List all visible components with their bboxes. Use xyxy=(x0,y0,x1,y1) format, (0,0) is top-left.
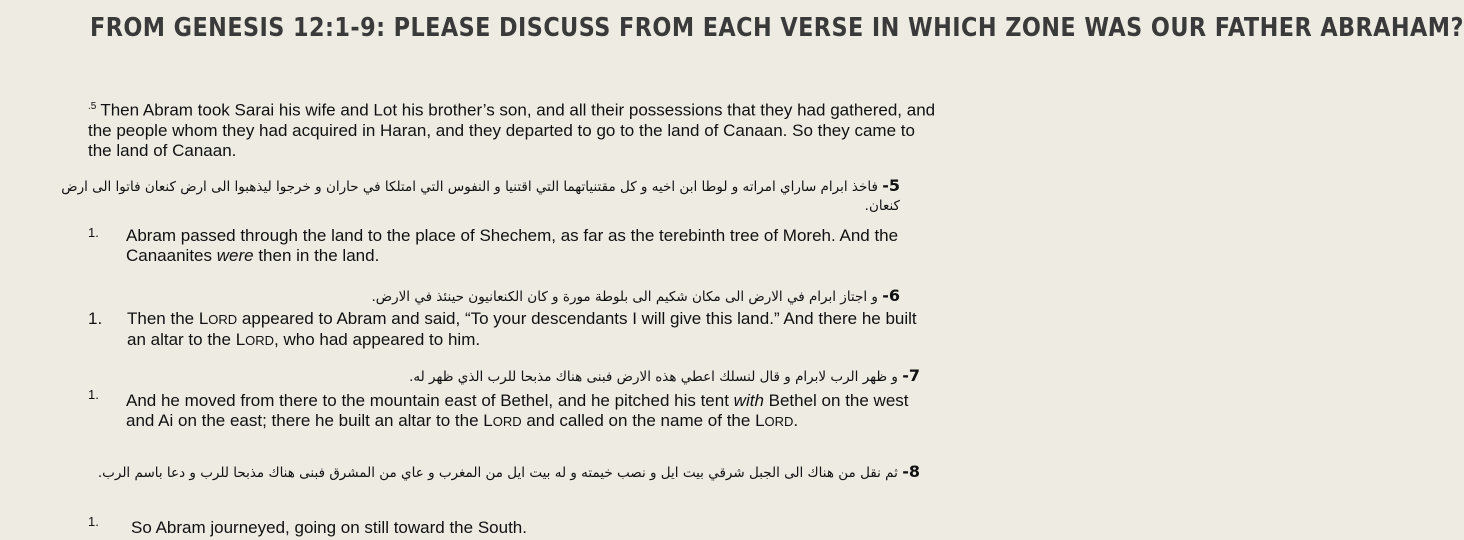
page-title: FROM GENESIS 12:1-9: PLEASE DISCUSS FROM EACH VERSE IN WHICH ZONE WAS OUR FATHER ABRAHAM? xyxy=(90,13,1464,43)
verse-6-text-b: then in the land. xyxy=(253,246,380,265)
verse-5-arabic-number: 5- xyxy=(882,176,900,195)
lord-3: LORD xyxy=(483,411,522,430)
verse-5-arabic-text: فاخذ ابرام ساراي امراته و لوطا ابن اخيه و كل مقتنياتهما التي اقتنيا و النفوس التي امتلكا في حاران و خرجوا ليذهبوا الى ارض كنعان فاتوا الى ارض كنعان. xyxy=(61,179,900,214)
verse-7-arabic xyxy=(60,366,920,387)
verse-8-text-c: and called on the name of the xyxy=(521,411,756,430)
verse-5-text: Then Abram took Sarai his wife and Lot his brother’s son, and all their possessions that they had gathered, and the people whom they had acquired in Haran, and they departed to go to the land of Canaan. So they came to the land of Canaan. xyxy=(88,100,936,160)
verse-6-text-a: Abram passed through the land to the place of Shechem, as far as the terebinth tree of Moreh. And the Canaanites xyxy=(126,226,899,265)
verse-8-text-a: And he moved from there to the mountain east of Bethel, and he pitched his tent xyxy=(126,391,734,410)
lord-1: LORD xyxy=(198,309,238,328)
verse-7-english xyxy=(127,309,937,351)
verse-6-arabic-text: و اجتاز ابرام في الارض الى مكان شكيم الى بلوطة مورة و كان الكنعانيون حينئذ في الارض. xyxy=(371,289,878,305)
verse-9-marker: 1. xyxy=(88,514,99,529)
verse-7-text-a: Then the xyxy=(127,309,199,328)
verse-5-arabic xyxy=(60,176,900,216)
verse-8-arabic xyxy=(30,462,920,483)
verse-6-arabic-number: 6- xyxy=(882,286,900,305)
verse-8-text-d: . xyxy=(793,411,799,430)
verse-8-english xyxy=(126,391,938,432)
verse-7-text-c: , who had appeared to him. xyxy=(274,330,481,349)
verse-6-arabic xyxy=(60,286,900,307)
verse-8-italic: with xyxy=(733,391,764,410)
verse-6-italic: were xyxy=(216,246,254,265)
verse-6-marker: 1. xyxy=(88,225,99,240)
verse-8-arabic-number: 8- xyxy=(902,462,920,481)
verse-7-marker: 1. xyxy=(88,309,103,328)
verse-7-arabic-number: 7- xyxy=(902,366,920,385)
verse-5-english xyxy=(88,97,938,161)
verse-6-english xyxy=(126,226,936,266)
lord-2: LORD xyxy=(235,330,275,349)
verse-9-english: So Abram journeyed, going on still toward the South. xyxy=(131,518,527,537)
lord-4: LORD xyxy=(755,411,794,430)
verse-8-arabic-text: ثم نقل من هناك الى الجبل شرقي بيت ايل و نصب خيمته و له بيت ايل من المغرب و عاي من المشرق فبنى هناك مذبحا للرب و دعا باسم الرب. xyxy=(97,465,898,481)
verse-7-arabic-text: و ظهر الرب لابرام و قال لنسلك اعطي هذه الارض فبنى هناك مذبحا للرب الذي ظهر له. xyxy=(409,369,898,385)
verse-5-marker: .5 xyxy=(88,101,97,112)
verse-8-marker: 1. xyxy=(88,387,99,402)
verse-7-text-b: appeared to Abram and said, “To your descendants I will give this land.” And there he built an altar to the xyxy=(127,309,917,349)
verse-8-text-b: Bethel on the west and Ai on the east; there he built an altar to the xyxy=(126,391,909,430)
